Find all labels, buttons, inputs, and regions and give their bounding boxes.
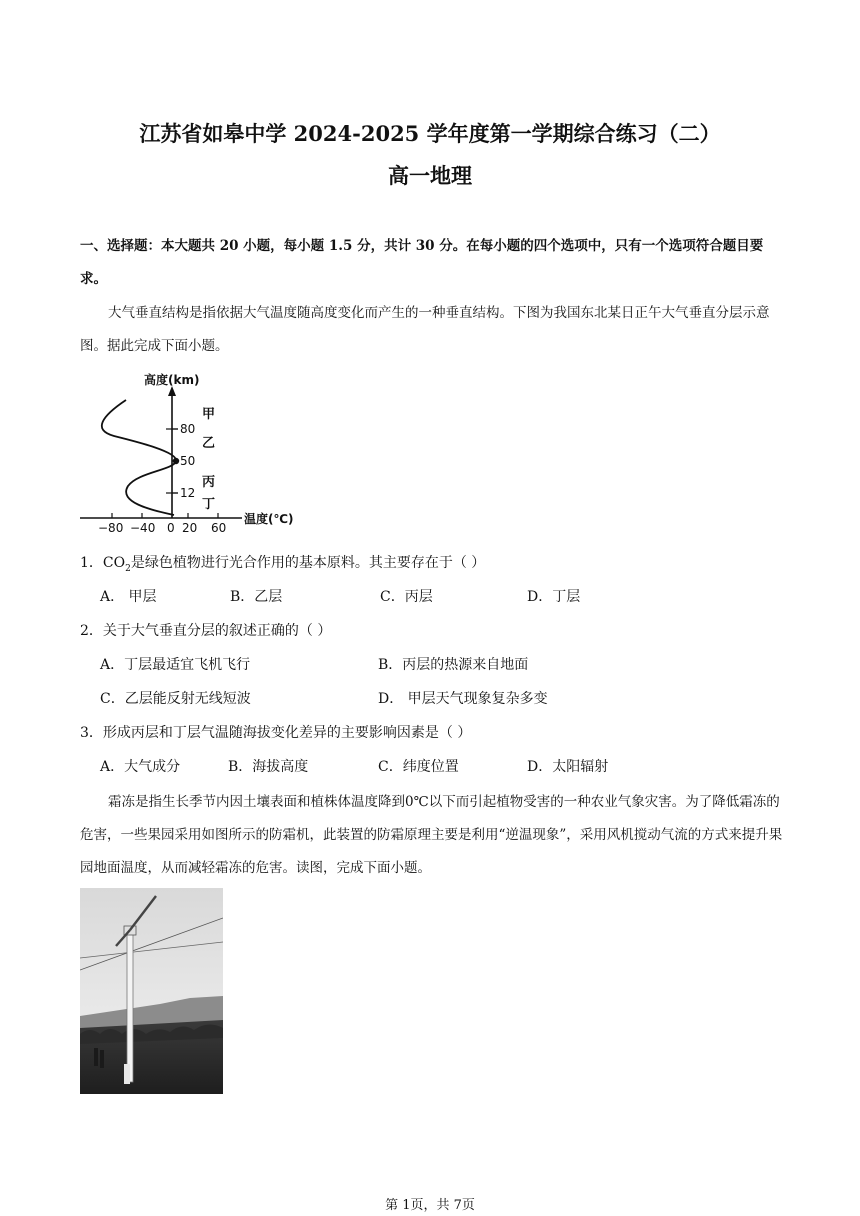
q1-option-b: B．乙层 xyxy=(230,589,283,605)
question-1-stem-pre: CO xyxy=(102,555,126,571)
y-axis-arrow xyxy=(168,386,176,396)
question-1-stem-post: 是绿色植物进行光合作用的基本原料。其主要存在于（ ） xyxy=(130,555,486,571)
fan-pole xyxy=(127,932,133,1082)
q3-option-c: C．纬度位置 xyxy=(378,759,459,775)
x-tick-label-20: 20 xyxy=(182,521,198,534)
q3-option-d: D．太阳辐射 xyxy=(527,759,609,775)
question-2-number: 2． xyxy=(80,623,103,639)
q1-option-d: D．丁层 xyxy=(527,589,581,605)
question-2-stem: 关于大气垂直分层的叙述正确的（ ） xyxy=(102,623,332,639)
layer-label-yi: 乙 xyxy=(202,436,216,451)
temperature-curve xyxy=(102,400,176,515)
curve-point-50km xyxy=(173,458,179,464)
q1-option-c: C．丙层 xyxy=(380,589,433,605)
atmosphere-structure-diagram xyxy=(78,372,308,534)
person-1 xyxy=(94,1048,98,1066)
x-tick-label-m40: −40 xyxy=(130,521,156,534)
question-3-stem: 形成丙层和丁层气温随海拔变化差异的主要影响因素是（ ） xyxy=(102,725,472,741)
q2-option-c: C．乙层能反射无线短波 xyxy=(100,691,251,707)
q2-option-d: D． 甲层天气现象复杂多变 xyxy=(378,691,548,707)
q1-option-a: A． 甲层 xyxy=(100,589,157,605)
layer-label-jia: 甲 xyxy=(202,407,216,422)
q2-option-b: B．丙层的热源来自地面 xyxy=(378,657,529,673)
question-2 xyxy=(80,620,331,640)
question-3-number: 3． xyxy=(80,725,103,741)
q3-option-a: A．大气成分 xyxy=(100,759,181,775)
question-1-stem-sub: 2 xyxy=(125,563,131,574)
x-tick-label-m80: −80 xyxy=(98,521,124,534)
q3-option-b: B．海拔高度 xyxy=(228,759,309,775)
x-tick-label-0: 0 xyxy=(167,521,175,534)
y-axis-label: 高度(km) xyxy=(144,373,200,387)
document-title: 江苏省如皋中学 2024-2025 学年度第一学期综合练习（二） xyxy=(139,121,721,146)
q2-option-a: A．丁层最适宜飞机飞行 xyxy=(100,657,251,673)
document-subtitle: 高一地理 xyxy=(388,163,472,188)
question-1 xyxy=(80,552,485,574)
y-tick-label-50: 50 xyxy=(180,454,196,468)
person-3 xyxy=(124,1064,130,1084)
passage-frost: 霜冻是指生长季节内因土壤表面和植株体温度降到0℃以下而引起植物受害的一种农业气象灾害。为了降低霜冻的危害，一些果园采用如图所示的防霜机，此装置的防霜原理主要是利用“逆温现象”，采用风机搅动气流的方式来提升果园地面温度，从而减轻霜冻的危害。读图，完成下面小题。 xyxy=(80,794,783,876)
page-footer: 第 1页，共 7页 xyxy=(385,1198,475,1213)
person-2 xyxy=(100,1050,104,1068)
y-tick-label-12: 12 xyxy=(180,486,196,500)
question-3 xyxy=(80,722,471,742)
frost-fan-photo xyxy=(80,888,223,1094)
passage-atmosphere: 大气垂直结构是指依据大气温度随高度变化而产生的一种垂直结构。下图为我国东北某日正午大气垂直分层示意图。据此完成下面小题。 xyxy=(80,305,770,354)
frost-fan-illustration xyxy=(80,888,223,1094)
question-1-number: 1． xyxy=(80,555,103,571)
x-axis-label: 温度(℃) xyxy=(244,512,294,526)
y-tick-label-80: 80 xyxy=(180,422,196,436)
layer-label-ding: 丁 xyxy=(202,497,216,512)
x-tick-label-60: 60 xyxy=(211,521,227,534)
layer-label-bing: 丙 xyxy=(202,475,216,490)
section-heading: 一、选择题：本大题共 20 小题，每小题 1.5 分，共计 30 分。在每小题的四个选项中，只有一个选项符合题目要求。 xyxy=(80,238,764,287)
